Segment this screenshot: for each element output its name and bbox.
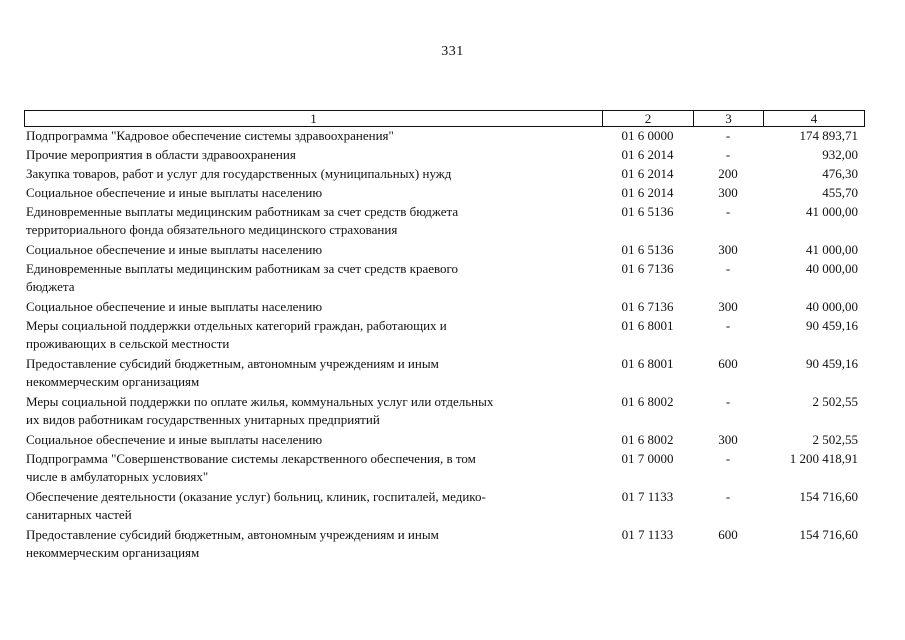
row-expense-type: 300 <box>718 432 738 447</box>
column-header-3: 3 <box>694 111 764 127</box>
row-name-line: проживающих в сельской местности <box>26 336 230 351</box>
row-code: 01 6 5136 <box>621 242 674 257</box>
row-name <box>24 184 602 202</box>
row-code: 01 6 8002 <box>621 432 674 447</box>
table-row <box>24 165 864 184</box>
column-header-4: 4 <box>764 111 865 127</box>
table-row <box>24 146 864 165</box>
row-code: 01 7 0000 <box>621 451 674 466</box>
row-code: 01 6 5136 <box>621 204 674 219</box>
row-name <box>24 488 602 524</box>
row-name-line: Закупка товаров, работ и услуг для государственных (муниципальных) нужд <box>26 166 452 181</box>
row-amount: 40 000,00 <box>806 261 858 276</box>
row-name-line: бюджета <box>26 279 75 294</box>
row-amount: 476,30 <box>822 166 858 181</box>
row-name <box>24 317 602 353</box>
row-code: 01 6 2014 <box>621 166 674 181</box>
row-name-line: Социальное обеспечение и иные выплаты населению <box>26 299 323 314</box>
row-amount: 90 459,16 <box>806 318 858 333</box>
row-code: 01 6 0000 <box>621 128 674 143</box>
row-name <box>24 260 602 296</box>
row-amount: 154 716,60 <box>799 489 858 504</box>
table-row <box>24 317 864 355</box>
column-header-1: 1 <box>25 111 603 127</box>
row-name-line: Социальное обеспечение и иные выплаты населению <box>26 432 323 447</box>
row-expense-type: - <box>725 261 731 276</box>
table-row <box>24 488 864 526</box>
row-name-line: Меры социальной поддержки по оплате жилья, коммунальных услуг или отдельных <box>26 394 494 409</box>
row-name-line: числе в амбулаторных условиях" <box>26 469 209 484</box>
table-row <box>24 450 864 488</box>
row-expense-type: - <box>725 128 731 143</box>
row-name-line: санитарных частей <box>26 507 132 522</box>
row-name <box>24 450 602 486</box>
row-amount: 154 716,60 <box>799 527 858 542</box>
row-name <box>24 355 602 391</box>
row-name <box>24 526 602 562</box>
row-amount: 2 502,55 <box>812 432 858 447</box>
row-name-line: их видов работникам государственных унитарных предприятий <box>26 412 380 427</box>
table-row <box>24 127 864 146</box>
table-row <box>24 260 864 298</box>
row-name-line: Единовременные выплаты медицинским работникам за счет средств бюджета <box>26 204 459 219</box>
row-name-line: Меры социальной поддержки отдельных категорий граждан, работающих и <box>26 318 447 333</box>
row-code: 01 6 2014 <box>621 185 674 200</box>
row-name-line: Социальное обеспечение и иные выплаты населению <box>26 185 323 200</box>
row-name-line: территориального фонда обязательного медицинского страхования <box>26 222 398 237</box>
row-expense-type: - <box>725 489 731 504</box>
row-expense-type: 300 <box>718 185 738 200</box>
row-name <box>24 203 602 239</box>
row-name-line: Прочие мероприятия в области здравоохранения <box>26 147 296 162</box>
row-amount: 41 000,00 <box>806 204 858 219</box>
row-expense-type: 300 <box>718 242 738 257</box>
row-code: 01 6 8001 <box>621 356 674 371</box>
table-row <box>24 355 864 393</box>
row-expense-type: - <box>725 147 731 162</box>
row-name <box>24 165 602 183</box>
row-expense-type: - <box>725 394 731 409</box>
table-row <box>24 203 864 241</box>
row-expense-type: - <box>725 451 731 466</box>
row-name <box>24 146 602 164</box>
row-name <box>24 431 602 449</box>
row-name-line: Социальное обеспечение и иные выплаты населению <box>26 242 323 257</box>
column-header-table <box>24 110 865 127</box>
row-amount: 174 893,71 <box>799 128 858 143</box>
row-name-line: Предоставление субсидий бюджетным, автономным учреждениям и иным <box>26 356 439 371</box>
row-code: 01 6 2014 <box>621 147 674 162</box>
row-amount: 2 502,55 <box>812 394 858 409</box>
row-name <box>24 127 602 145</box>
table-row <box>24 393 864 431</box>
row-code: 01 7 1133 <box>621 527 674 542</box>
row-name <box>24 298 602 316</box>
row-name-line: Предоставление субсидий бюджетным, автономным учреждениям и иным <box>26 527 439 542</box>
row-name-line: некоммерческим организациям <box>26 374 200 389</box>
row-amount: 40 000,00 <box>806 299 858 314</box>
row-amount: 932,00 <box>822 147 858 162</box>
row-name-line: Подпрограмма "Кадровое обеспечение системы здравоохранения" <box>26 128 394 143</box>
row-name <box>24 241 602 259</box>
page-number: 331 <box>441 44 464 59</box>
row-expense-type: 600 <box>718 356 738 371</box>
row-code: 01 6 7136 <box>621 261 674 276</box>
row-amount: 1 200 418,91 <box>789 451 858 466</box>
budget-rows <box>24 127 864 564</box>
row-code: 01 6 8002 <box>621 394 674 409</box>
table-row <box>24 241 864 260</box>
row-expense-type: 300 <box>718 299 738 314</box>
row-name-line: Подпрограмма "Совершенствование системы лекарственного обеспечения, в том <box>26 451 476 466</box>
table-row <box>24 184 864 203</box>
row-expense-type: - <box>725 318 731 333</box>
table-row <box>24 431 864 450</box>
row-name <box>24 393 602 429</box>
row-name-line: некоммерческим организациям <box>26 545 200 560</box>
table-row <box>24 526 864 564</box>
row-amount: 90 459,16 <box>806 356 858 371</box>
row-code: 01 7 1133 <box>621 489 674 504</box>
row-expense-type: 200 <box>718 166 738 181</box>
table-row <box>24 298 864 317</box>
row-code: 01 6 7136 <box>621 299 674 314</box>
column-header-2: 2 <box>603 111 694 127</box>
row-expense-type: 600 <box>718 527 738 542</box>
row-name-line: Обеспечение деятельности (оказание услуг) больниц, клиник, госпиталей, медико- <box>26 489 486 504</box>
row-amount: 41 000,00 <box>806 242 858 257</box>
row-name-line: Единовременные выплаты медицинским работникам за счет средств краевого <box>26 261 459 276</box>
row-amount: 455,70 <box>822 185 858 200</box>
row-code: 01 6 8001 <box>621 318 674 333</box>
row-expense-type: - <box>725 204 731 219</box>
